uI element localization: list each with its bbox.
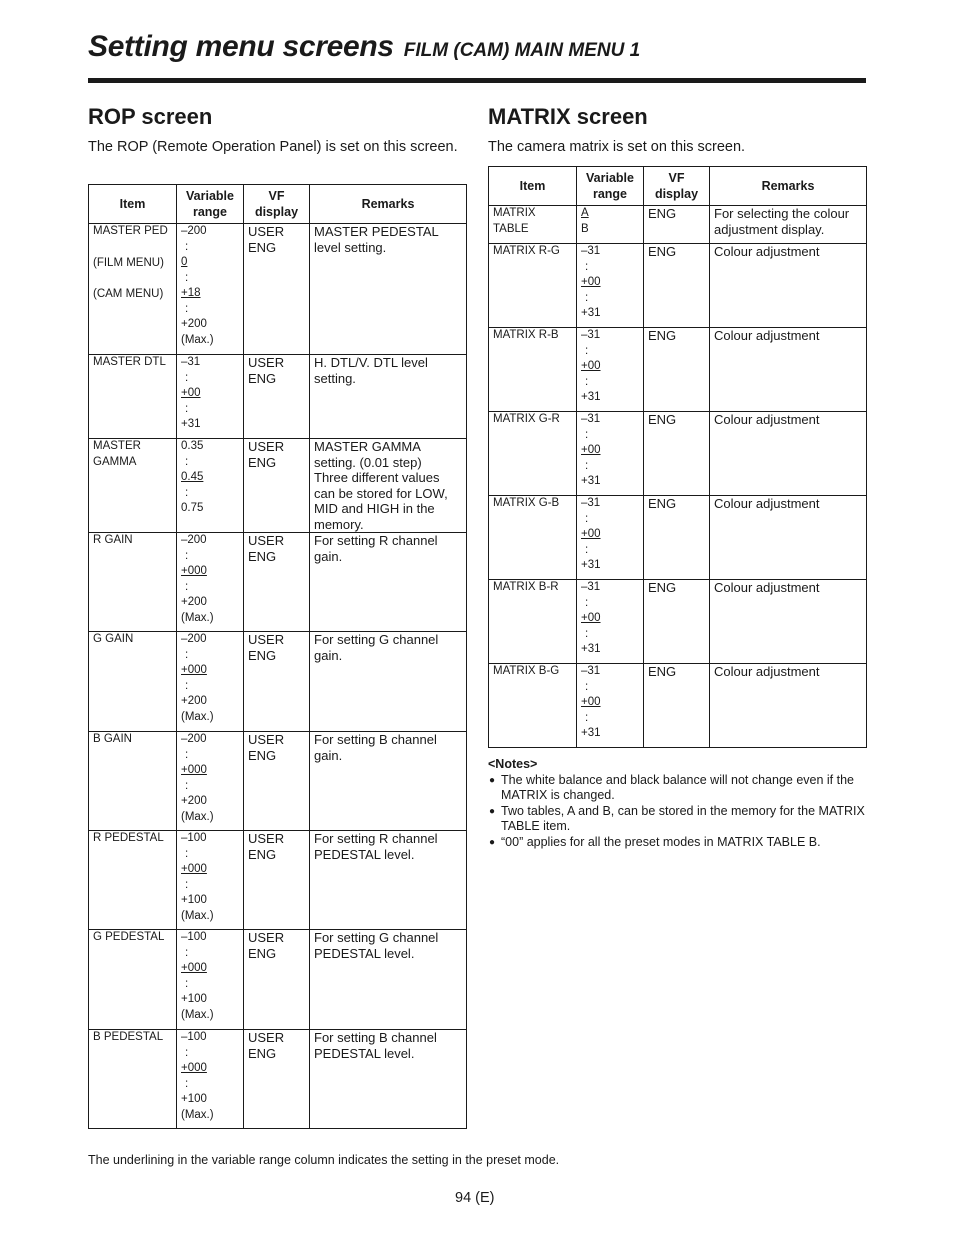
range-value: –31: [581, 665, 601, 677]
item-label: (FILM MENU): [93, 256, 164, 269]
note-item: [488, 804, 866, 835]
item-label: B PEDESTAL: [93, 1031, 164, 1043]
range-value: :: [185, 1077, 189, 1090]
range-value: 0.75: [181, 502, 204, 514]
item-label: MATRIX R-B: [493, 329, 559, 341]
item-cell: [489, 412, 577, 496]
range-value: +31: [581, 475, 601, 487]
col-header-vf-display: VF display: [644, 167, 710, 206]
range-value: :: [185, 946, 189, 959]
table-row: [489, 580, 867, 664]
table-row: [89, 831, 467, 930]
vf-display-value: USER: [248, 533, 285, 548]
page-subtitle: FILM (CAM) MAIN MENU 1: [403, 40, 641, 61]
remarks-text: Colour adjustment: [714, 244, 820, 259]
preset-value: +000: [181, 863, 207, 875]
item-cell: [489, 496, 577, 580]
range-value: :: [585, 291, 589, 304]
note-text: “00” applies for all the preset modes in MATRIX TABLE B.: [501, 834, 821, 849]
item-label: G PEDESTAL: [93, 931, 165, 943]
remarks-cell: [310, 439, 467, 533]
item-cell: [489, 328, 577, 412]
remarks-cell: [310, 831, 467, 930]
range-value: +31: [581, 643, 601, 655]
range-value: :: [185, 748, 189, 761]
preset-value: +00: [581, 276, 601, 288]
item-cell: [89, 355, 177, 439]
range-value: –31: [581, 413, 601, 425]
item-cell: [89, 439, 177, 533]
note-item: [488, 773, 866, 804]
vf-display-cell: [244, 632, 310, 732]
range-value: –31: [181, 356, 201, 368]
range-value: +31: [581, 559, 601, 571]
range-value: –200: [181, 225, 207, 237]
range-value: +200: [181, 795, 207, 807]
remarks-text: For setting G channel PEDESTAL level.: [314, 930, 439, 961]
range-value: (Max.): [181, 1108, 214, 1121]
vf-display-cell: [644, 412, 710, 496]
range-value: –100: [181, 832, 207, 844]
vf-display-cell: [644, 580, 710, 664]
range-cell: [177, 930, 244, 1030]
vf-display-value: ENG: [248, 846, 277, 862]
range-value: –200: [181, 534, 207, 546]
range-value: :: [585, 344, 589, 357]
range-cell: [577, 328, 644, 412]
range-value: :: [585, 375, 589, 388]
remarks-text: For setting B channel PEDESTAL level.: [314, 1030, 437, 1061]
item-label: MATRIX R-G: [493, 245, 560, 257]
item-cell: [489, 244, 577, 328]
range-value: +200: [181, 596, 207, 608]
table-row: [89, 355, 467, 439]
range-value: :: [585, 711, 589, 724]
table-row: [89, 930, 467, 1030]
item-cell: [89, 930, 177, 1030]
remarks-cell: [310, 632, 467, 732]
range-cell: [177, 732, 244, 831]
remarks-text: For setting G channel gain.: [314, 632, 439, 663]
item-label: G GAIN: [93, 633, 134, 645]
vf-display-value: ENG: [248, 454, 277, 470]
vf-display-cell: [244, 1030, 310, 1129]
vf-display-cell: [244, 439, 310, 533]
item-label: MATRIX B-R: [493, 581, 559, 593]
vf-display-value: ENG: [248, 370, 277, 386]
table-row: [489, 328, 867, 412]
range-value: :: [185, 486, 189, 499]
range-value: (Max.): [181, 333, 214, 346]
matrix-table: [488, 166, 867, 748]
range-value: (Max.): [181, 909, 214, 922]
range-value: :: [585, 260, 589, 273]
vf-display-value: ENG: [248, 1045, 277, 1061]
vf-display-cell: [244, 224, 310, 355]
vf-display-cell: [644, 206, 710, 244]
range-value: +31: [581, 727, 601, 739]
vf-display-value: ENG: [248, 548, 277, 564]
range-value: +31: [581, 307, 601, 319]
range-value: (Max.): [181, 710, 214, 723]
vf-display-cell: [244, 732, 310, 831]
vf-display-cell: [244, 831, 310, 930]
col-header-variable-range: Variable range: [577, 167, 644, 206]
vf-display-cell: [644, 664, 710, 748]
range-value: (Max.): [181, 810, 214, 823]
matrix-section-title: MATRIX screen: [488, 104, 648, 129]
remarks-cell: [710, 496, 867, 580]
item-cell: [89, 533, 177, 632]
matrix-intro: The camera matrix is set on this screen.: [488, 139, 746, 155]
vf-display-cell: [244, 533, 310, 632]
range-value: :: [185, 455, 189, 468]
item-cell: [89, 1030, 177, 1129]
col-header-remarks: Remarks: [310, 185, 467, 224]
range-value: :: [585, 459, 589, 472]
col-header-item: Item: [489, 167, 577, 206]
preset-value: +00: [581, 360, 601, 372]
range-value: B: [581, 222, 589, 235]
col-header-item: Item: [89, 185, 177, 224]
range-cell: [577, 412, 644, 496]
remarks-cell: [310, 930, 467, 1030]
range-value: –31: [581, 497, 601, 509]
footnote: The underlining in the variable range column indicates the setting in the preset mode.: [88, 1153, 560, 1167]
range-value: :: [585, 680, 589, 693]
vf-display-value: USER: [248, 930, 285, 945]
range-cell: [177, 831, 244, 930]
preset-value: +00: [581, 444, 601, 456]
vf-display-value: ENG: [248, 239, 277, 255]
remarks-text: H. DTL/V. DTL level setting.: [314, 355, 428, 386]
range-value: :: [585, 543, 589, 556]
remarks-text: MASTER GAMMA setting. (0.01 step): [314, 439, 422, 470]
range-cell: [577, 580, 644, 664]
range-cell: [177, 439, 244, 533]
vf-display-value: ENG: [648, 496, 677, 511]
remarks-cell: [310, 224, 467, 355]
range-cell: [177, 1030, 244, 1129]
page-title: Setting menu screens: [88, 30, 394, 63]
table-row: [89, 224, 467, 355]
remarks-text: Colour adjustment: [714, 664, 820, 679]
table-row: [89, 632, 467, 732]
remarks-cell: [710, 412, 867, 496]
range-value: :: [185, 1046, 189, 1059]
item-label: B GAIN: [93, 733, 132, 745]
range-value: :: [185, 240, 189, 253]
remarks-text: For selecting the colour adjustment display.: [714, 206, 850, 237]
range-value: :: [185, 580, 189, 593]
preset-value: +18: [181, 287, 201, 299]
vf-display-value: ENG: [648, 580, 677, 595]
remarks-text: For setting B channel gain.: [314, 732, 437, 763]
range-value: :: [585, 627, 589, 640]
remarks-cell: [310, 533, 467, 632]
preset-value: A: [581, 207, 589, 219]
bullet-icon: ●: [489, 836, 496, 848]
range-value: –100: [181, 1031, 207, 1043]
item-label: R GAIN: [93, 534, 133, 546]
item-cell: [89, 224, 177, 355]
vf-display-value: ENG: [248, 747, 277, 763]
vf-display-value: USER: [248, 439, 285, 454]
range-value: 0.35: [181, 440, 204, 452]
range-value: +100: [181, 993, 207, 1005]
preset-value: +000: [181, 962, 207, 974]
remarks-cell: [310, 355, 467, 439]
preset-value: +000: [181, 664, 207, 676]
range-cell: [577, 496, 644, 580]
range-value: (Max.): [181, 1008, 214, 1021]
vf-display-value: ENG: [648, 244, 677, 259]
range-value: :: [185, 271, 189, 284]
vf-display-value: ENG: [648, 412, 677, 427]
remarks-cell: [710, 664, 867, 748]
vf-display-value: USER: [248, 632, 285, 647]
vf-display-cell: [244, 355, 310, 439]
table-row: [489, 496, 867, 580]
range-value: :: [185, 648, 189, 661]
range-value: :: [185, 371, 189, 384]
range-value: +31: [181, 418, 201, 430]
remarks-text: For setting R channel PEDESTAL level.: [314, 831, 438, 862]
item-label: MASTER GAMMA: [93, 440, 141, 468]
item-cell: [489, 664, 577, 748]
range-value: +31: [581, 391, 601, 403]
col-header-variable-range: Variable range: [177, 185, 244, 224]
item-cell: [89, 632, 177, 732]
item-label: (CAM MENU): [93, 288, 164, 300]
table-row: [489, 206, 867, 244]
table-row: [489, 244, 867, 328]
vf-display-value: ENG: [648, 664, 677, 679]
remarks-cell: [710, 244, 867, 328]
item-label: R PEDESTAL: [93, 832, 164, 844]
vf-display-cell: [644, 328, 710, 412]
vf-display-value: ENG: [648, 206, 677, 221]
bullet-icon: ●: [489, 774, 496, 786]
item-cell: [489, 580, 577, 664]
remarks-text: MASTER PEDESTAL level setting.: [314, 224, 439, 255]
item-cell: [89, 732, 177, 831]
range-value: +100: [181, 894, 207, 906]
item-label: MATRIX B-G: [493, 665, 560, 677]
notes-list: [488, 773, 866, 851]
preset-value: 0.45: [181, 471, 204, 483]
range-value: :: [185, 779, 189, 792]
preset-value: +00: [581, 612, 601, 624]
notes-block: [488, 757, 866, 850]
vf-display-value: USER: [248, 224, 285, 239]
range-value: :: [185, 402, 189, 415]
vf-display-value: USER: [248, 831, 285, 846]
range-value: –31: [581, 581, 601, 593]
table-row: [89, 732, 467, 831]
col-header-vf-display: VF display: [244, 185, 310, 224]
range-cell: [577, 206, 644, 244]
remarks-text: Three different values can be stored for LOW, MID and HIGH in the memory.: [314, 470, 448, 532]
vf-display-value: USER: [248, 732, 285, 747]
table-row: [489, 412, 867, 496]
rop-table: [88, 184, 467, 1129]
range-cell: [577, 664, 644, 748]
preset-value: +00: [181, 387, 201, 399]
vf-display-cell: [644, 496, 710, 580]
range-value: –100: [181, 931, 207, 943]
vf-display-value: ENG: [648, 328, 677, 343]
remarks-text: For setting R channel gain.: [314, 533, 438, 564]
preset-value: +00: [581, 528, 601, 540]
range-value: :: [585, 596, 589, 609]
preset-value: +000: [181, 764, 207, 776]
remarks-cell: [710, 580, 867, 664]
remarks-cell: [710, 328, 867, 412]
rop-section-title: ROP screen: [88, 104, 213, 129]
range-value: :: [185, 977, 189, 990]
item-cell: [89, 831, 177, 930]
vf-display-value: ENG: [248, 647, 277, 663]
preset-value: +000: [181, 565, 207, 577]
matrix-table-header: [489, 167, 867, 206]
range-value: :: [185, 847, 189, 860]
range-value: :: [585, 428, 589, 441]
note-item: [488, 835, 866, 851]
range-value: :: [185, 302, 189, 315]
rop-intro: The ROP (Remote Operation Panel) is set on this screen.: [88, 139, 458, 155]
range-value: :: [185, 679, 189, 692]
item-label: MATRIX G-B: [493, 497, 560, 509]
remarks-text: Colour adjustment: [714, 580, 820, 595]
range-value: (Max.): [181, 611, 214, 624]
table-row: [489, 664, 867, 748]
range-value: –200: [181, 633, 207, 645]
item-label: MATRIX G-R: [493, 413, 560, 425]
range-value: :: [185, 878, 189, 891]
remarks-cell: [710, 206, 867, 244]
vf-display-cell: [244, 930, 310, 1030]
remarks-cell: [310, 1030, 467, 1129]
range-value: –31: [581, 245, 601, 257]
preset-value: +000: [181, 1062, 207, 1074]
item-label: MASTER PED: [93, 225, 168, 237]
vf-display-cell: [644, 244, 710, 328]
remarks-text: Colour adjustment: [714, 328, 820, 343]
table-row: [89, 533, 467, 632]
bullet-icon: ●: [489, 805, 496, 817]
range-cell: [177, 533, 244, 632]
preset-value: 0: [181, 256, 188, 268]
range-value: :: [585, 512, 589, 525]
table-row: [89, 1030, 467, 1129]
vf-display-value: ENG: [248, 945, 277, 961]
range-cell: [177, 224, 244, 355]
range-value: –31: [581, 329, 601, 341]
notes-title: <Notes>: [488, 757, 538, 771]
vf-display-value: USER: [248, 355, 285, 370]
col-header-remarks: Remarks: [710, 167, 867, 206]
range-value: –200: [181, 733, 207, 745]
item-cell: [489, 206, 577, 244]
range-cell: [177, 355, 244, 439]
page-number: 94 (E): [455, 1190, 495, 1206]
page-header: [88, 30, 866, 64]
vf-display-value: USER: [248, 1030, 285, 1045]
rop-table-header: [89, 185, 467, 224]
remarks-cell: [310, 732, 467, 831]
table-row: [89, 439, 467, 533]
range-cell: [177, 632, 244, 732]
note-text: The white balance and black balance will not change even if the MATRIX is changed.: [501, 772, 855, 802]
remarks-text: Colour adjustment: [714, 412, 820, 427]
note-text: Two tables, A and B, can be stored in the memory for the MATRIX TABLE item.: [501, 803, 865, 833]
item-label: MASTER DTL: [93, 356, 166, 368]
range-cell: [577, 244, 644, 328]
range-value: +100: [181, 1093, 207, 1105]
range-value: :: [185, 549, 189, 562]
range-value: +200: [181, 695, 207, 707]
remarks-text: Colour adjustment: [714, 496, 820, 511]
header-rule: [88, 78, 866, 83]
preset-value: +00: [581, 696, 601, 708]
item-label: MATRIX TABLE: [493, 207, 536, 235]
range-value: +200: [181, 318, 207, 330]
